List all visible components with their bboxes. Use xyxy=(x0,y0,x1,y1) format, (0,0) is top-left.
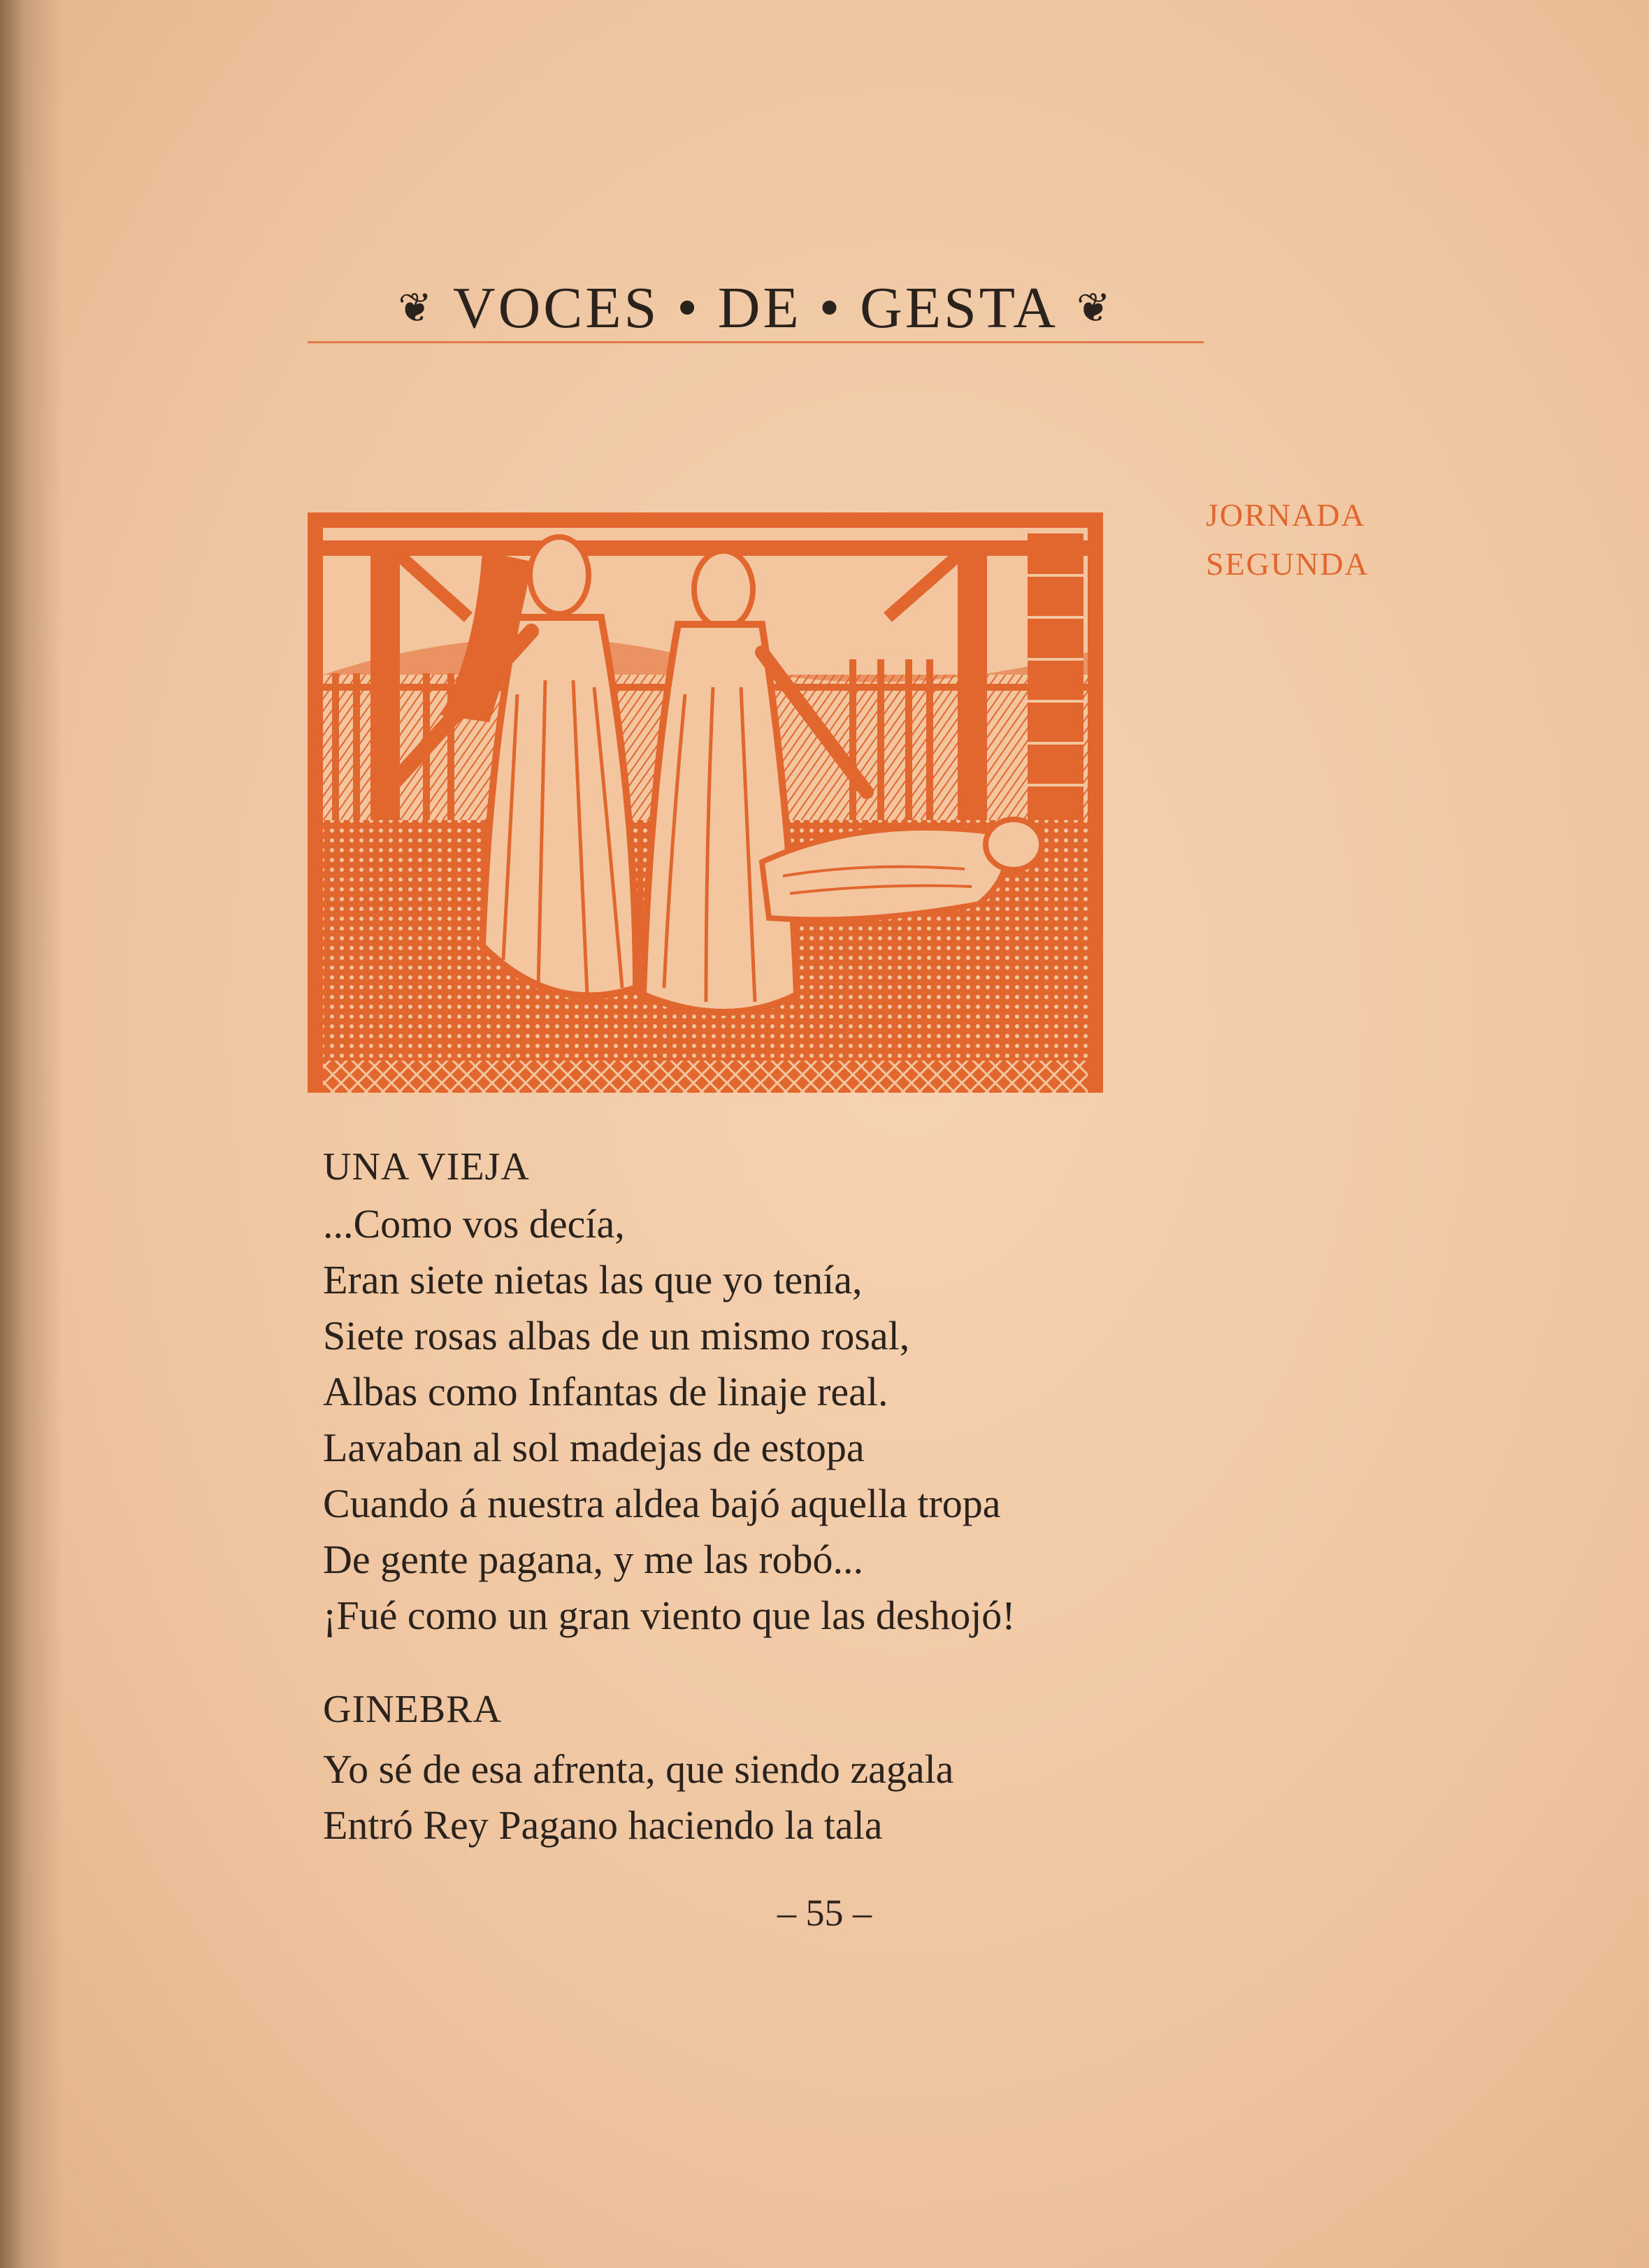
verse-line: Entró Rey Pagano haciendo la tala xyxy=(323,1802,883,1848)
verse-line: Siete rosas albas de un mismo rosal, xyxy=(323,1313,910,1358)
act-label-line2: SEGUNDA xyxy=(1206,546,1369,582)
speaker-una-vieja: UNA VIEJA xyxy=(323,1145,530,1189)
act-label xyxy=(1206,491,1416,589)
verse-line: ...Como vos decía, xyxy=(323,1201,625,1247)
speaker-ginebra: GINEBRA xyxy=(323,1688,502,1731)
verse-line: De gente pagana, y me las robó... xyxy=(323,1537,864,1582)
leaf-ornament-icon: ❦ xyxy=(398,285,435,331)
verse-line: Lavaban al sol madejas de estopa xyxy=(323,1425,865,1470)
act-label-line1: JORNADA xyxy=(1206,497,1366,533)
running-head-rule xyxy=(308,341,1204,343)
verse-line: ¡Fué como un gran viento que las deshojó! xyxy=(323,1593,1016,1638)
verse-line: Yo sé de esa afrenta, que siendo zagala xyxy=(323,1746,954,1792)
running-head xyxy=(308,269,1204,346)
leaf-ornament-icon: ❦ xyxy=(1076,285,1114,331)
verse-line: Cuando á nuestra aldea bajó aquella tropa xyxy=(323,1481,1001,1526)
woodcut-illustration xyxy=(308,512,1103,1093)
running-head-title: VOCES • DE • GESTA xyxy=(452,275,1059,340)
verse-line: Eran siete nietas las que yo tenía, xyxy=(323,1257,863,1302)
verse-line: Albas como Infantas de linaje real. xyxy=(323,1369,888,1414)
page-number: – 55 – xyxy=(777,1892,872,1934)
